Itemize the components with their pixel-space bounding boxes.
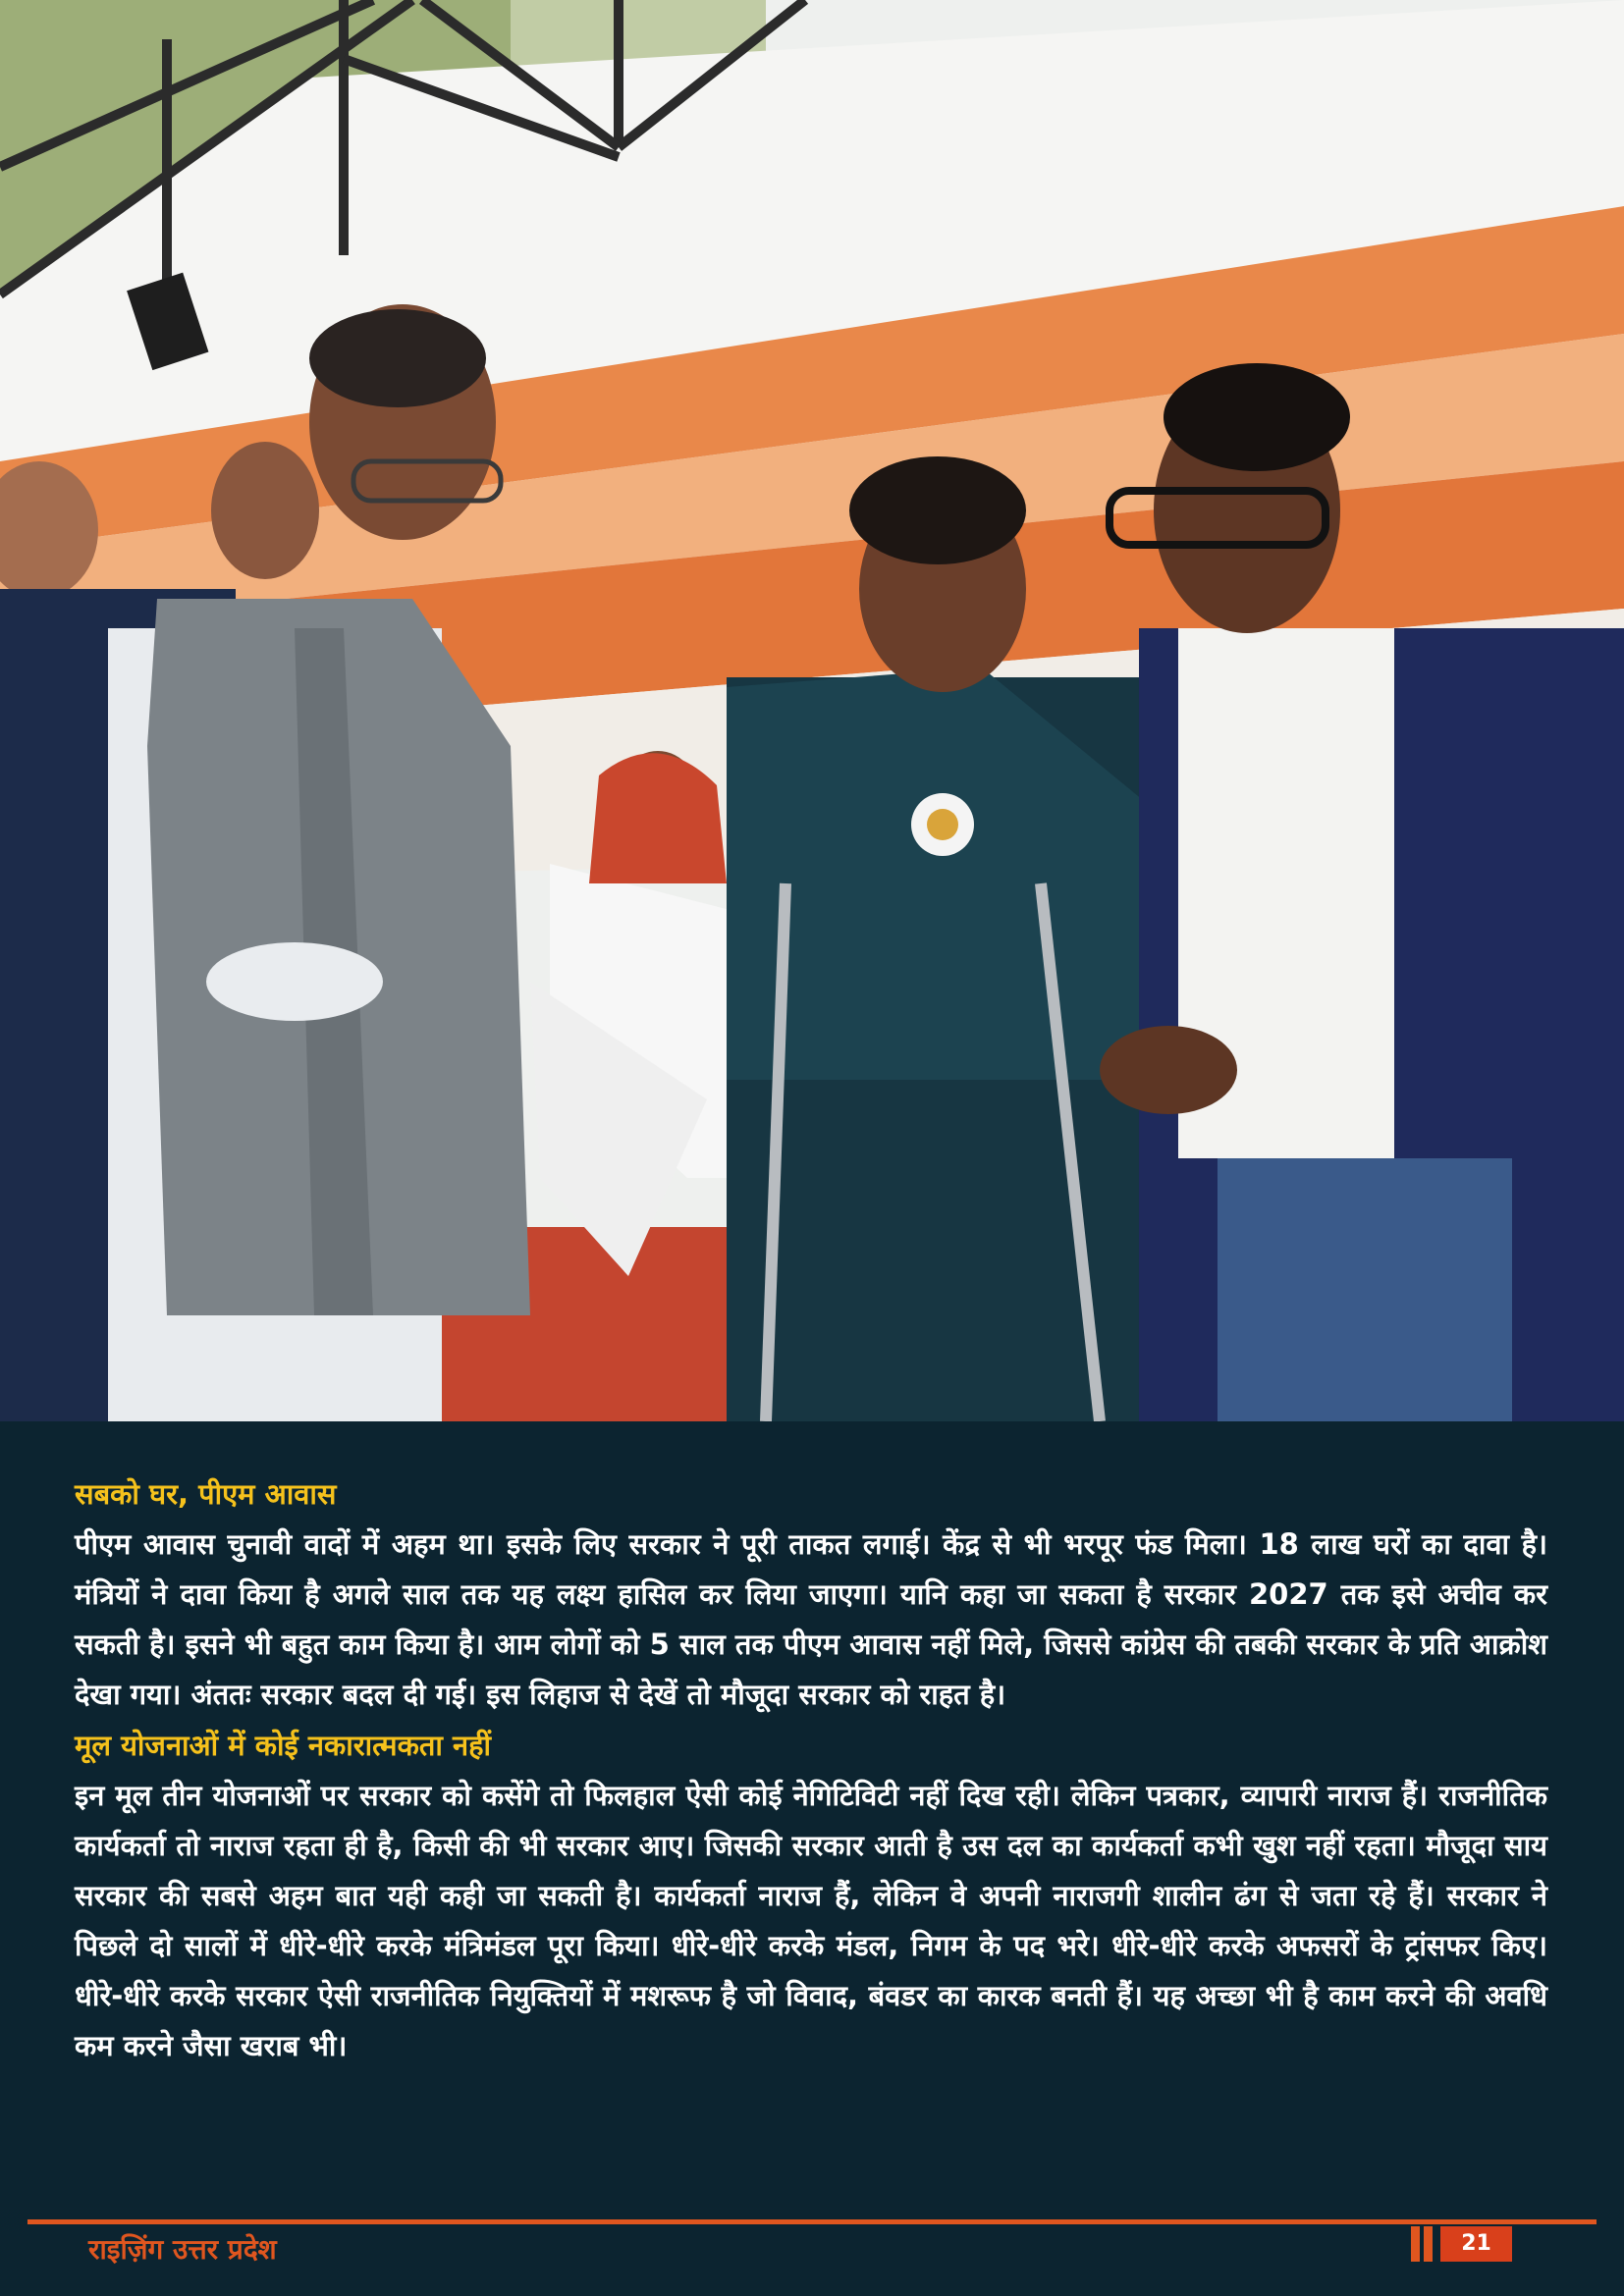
footer-bars-decoration (1411, 2226, 1435, 2262)
article-body (75, 1468, 1547, 2071)
section-heading-schemes: मूल योजनाओं में कोई नकारात्मकता नहीं (75, 1729, 492, 1762)
footer-divider (27, 2219, 1597, 2224)
section-paragraph-housing: पीएम आवास चुनावी वादों में अहम था। इसके लिए सरकार ने पूरी ताकत लगाई। केंद्र से भी भरपूर फंड मिला। 18 लाख घरों का दावा है। मंत्रियों ने दावा किया है अगले साल तक यह लक्ष्य हासिल कर लिया जाएगा। यानि कहा जा सकता है सरकार 2027 तक इसे अचीव कर सकती है। इसने भी बहुत काम किया है। आम लोगों को 5 साल तक पीएम आवास नहीं मिले, जिससे कांग्रेस की तबकी सरकार के प्रति आक्रोश देखा गया। अंततः सरकार बदल दी गई। इस लिहाज से देखें तो मौजूदा सरकार को राहत है। (75, 1527, 1547, 1711)
section-heading-housing: सबको घर, पीएम आवास (75, 1477, 337, 1511)
page-number: 21 (1440, 2226, 1512, 2262)
publication-title: राइज़िंग उत्तर प्रदेश (88, 2233, 277, 2266)
section-paragraph-schemes: इन मूल तीन योजनाओं पर सरकार को कसेंगे तो फिलहाल ऐसी कोई नेगिटिविटी नहीं दिख रही। लेकिन पत्रकार, व्यापारी नाराज हैं। राजनीतिक कार्यकर्ता तो नाराज रहता ही है, किसी की भी सरकार आए। जिसकी सरकार आती है उस दल का कार्यकर्ता कभी खुश नहीं रहता। मौजूदा साय सरकार की सबसे अहम बात यही कही जा सकती है। कार्यकर्ता नाराज हैं, लेकिन वे अपनी नाराजगी शालीन ढंग से जता रहे हैं। सरकार ने पिछले दो सालों में धीरे-धीरे करके मंत्रिमंडल पूरा किया। धीरे-धीरे करके मंडल, निगम के पद भरे। धीरे-धीरे करके अफसरों के ट्रांसफर किए। धीरे-धीरे करके सरकार ऐसी राजनीतिक नियुक्तियों में मशरूफ है जो विवाद, बंवडर का कारक बनती हैं। यह अच्छा भी है काम करने की अवधि कम करने जैसा खराब भी। (75, 1779, 1547, 2062)
